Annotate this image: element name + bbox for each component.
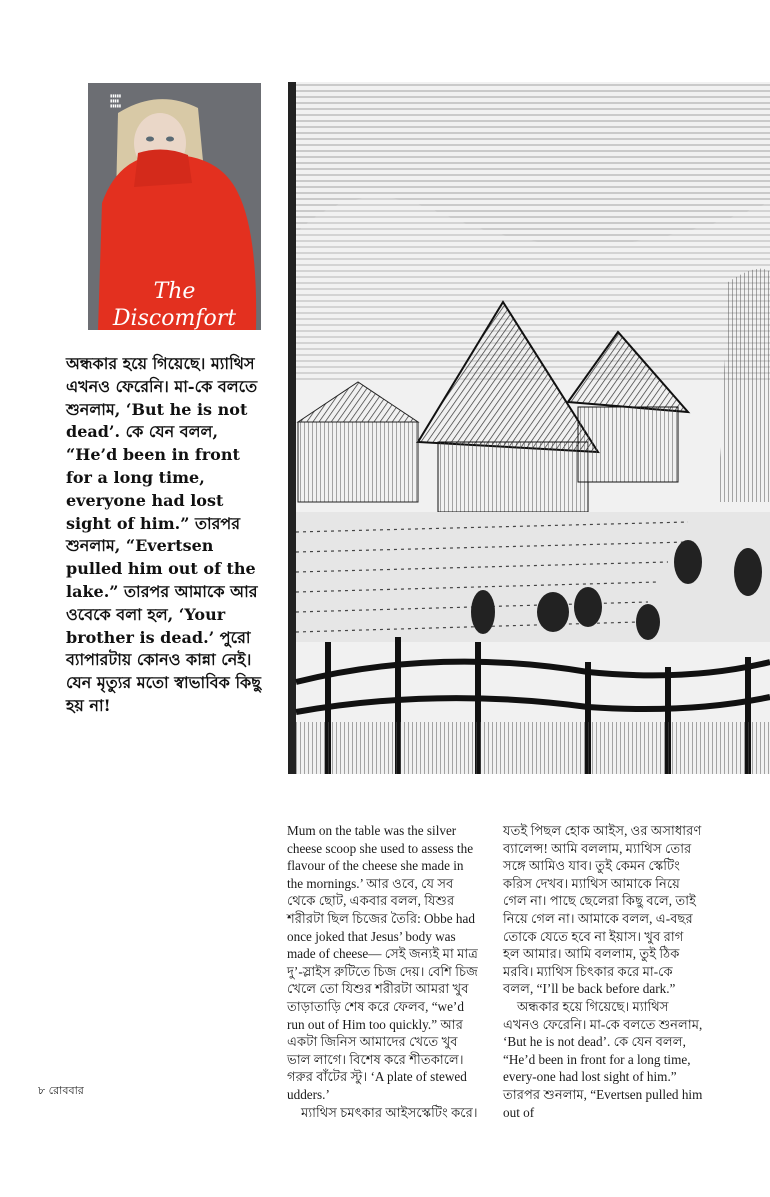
cover-title-line: Discomfort	[112, 306, 237, 330]
paragraph: Mum on the table was the silver cheese scoop she used to assess the flavour of the cheese she made in the mornings.’ আর ওবে, যে সব থেকে ছোট, একবার বলল, যিশুর শরীরটা ছিল চিজের তৈরি: Obbe had once joked that Jesus’ body was made of cheese— সেই জন্যই মা মাত্র দু’-স্লাইস রুটিতে চিজ দেয়। বেশি চিজ খেলে তো যিশুর শরীরটা আমরা খুব তাড়াতাড়ি শেষ করে ফেলব, “we’d run out of Him too quickly.” আর একটা জিনিস আমাদের খেতে খুব ভাল লাগে। বিশেষ করে শীতকালে। গরুর বাঁটের স্টু। ‘A plate of stewed udders.’	[287, 823, 478, 1102]
book-cover	[88, 83, 261, 330]
engraving-art	[288, 82, 770, 774]
page-folio: ৮ রোববার	[38, 1084, 84, 1097]
cover-publisher-mark: ▮▮▮▮▮ ▮▮▮▮ ▮▮▮▮▮	[110, 93, 122, 108]
cover-title-line: The	[153, 279, 196, 304]
paragraph: যতই পিছল হোক আইস, ওর অসাধারণ ব্যালেন্স! আমি বললাম, ম্যাথিস তোর সঙ্গে আমিও যাব। তুই কেমন স্কেটিং করিস দেখব। ম্যাথিস আমাকে নিয়ে গেল না। পাছে ছেলেরা কিছু বলে, তাই নিয়ে গেল না। আমাকে বলল, এ-বছর তোকে যেতে হবে না ইয়াস। খুব রাগ হল আমার। আমি বললাম, তুই ঠিক মরবি। ম্যাথিস চিৎকার করে মা-কে বলল, “I’ll be back before dark.”	[503, 823, 702, 997]
paragraph: অন্ধকার হয়ে গিয়েছে। ম্যাথিস এখনও ফেরেনি। মা-কে বলতে শুনলাম, ‘But he is not dead’. কে যেন বলল, “He’d been in front for a long time, every-one had lost sight of him.” তারপর শুনলাম, “Evertsen pulled him out of	[503, 998, 703, 1120]
paragraph: ম্যাথিস চমৎকার আইসস্কেটিং করে।	[301, 1104, 478, 1120]
pull-quote-text: অন্ধকার হয়ে গিয়েছে। ম্যাথিস এখনও ফেরেনি। মা-কে বলতে শুনলাম, ‘But he is not dead’. কে যেন বলল, “He’d been in front for a long time, everyone had lost sight of him.” তারপর শুনলাম, “Evertsen pulled him out of the lake.” তারপর আমাকে আর ওবেকে বলা হল, ‘Your brother is dead.’ পুরো ব্যাপারটায় কোনও কান্না নেই। যেন মৃত্যুর মতো স্বাভাবিক কিছু হয় না!	[66, 354, 261, 715]
pull-quote	[66, 353, 271, 718]
farm-engraving-illustration	[288, 82, 770, 774]
body-column-left	[287, 822, 482, 1121]
body-column-right	[503, 822, 703, 1121]
